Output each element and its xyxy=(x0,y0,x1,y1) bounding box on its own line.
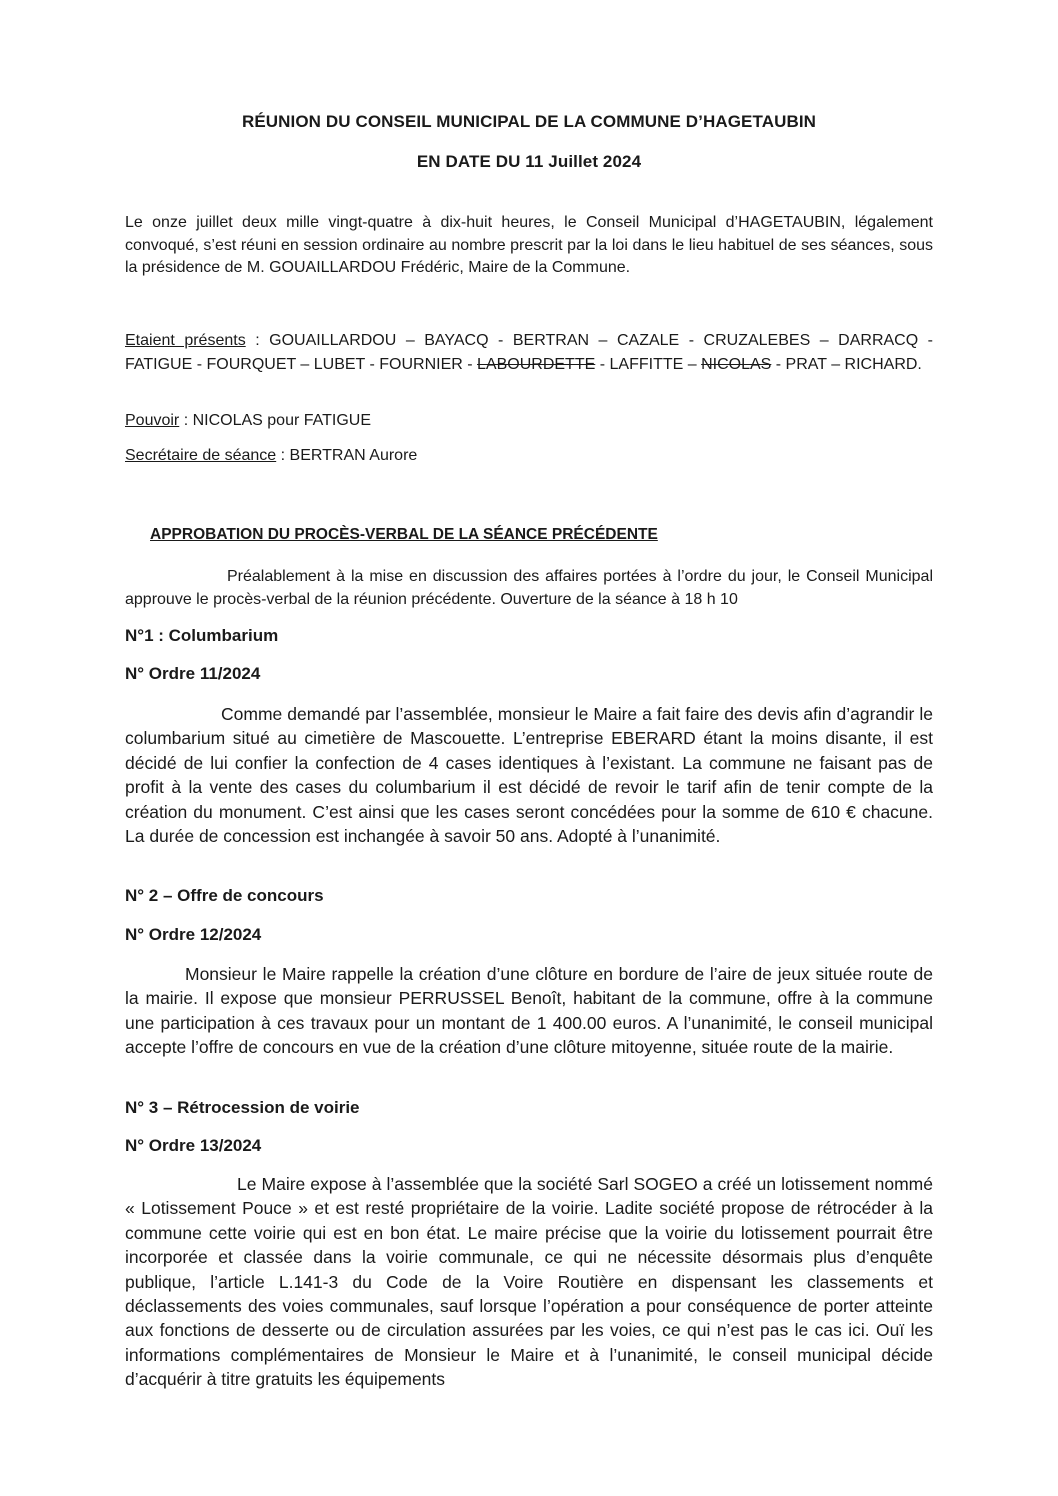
approval-text: Préalablement à la mise en discussion des affaires portées à l’ordre du jour, le Conseil Municipal approuve le procès-verbal de la réunion précédente. Ouverture de la séance à 18 h 10 xyxy=(125,568,933,608)
proxy-line xyxy=(125,412,371,430)
approval-title: APPROBATION DU PROCÈS-VERBAL DE LA SÉANCE PRÉCÉDENTE xyxy=(150,526,658,543)
item-2-heading: N° 2 – Offre de concours xyxy=(125,886,324,905)
struck-name-1: LABOURDETTE xyxy=(477,356,596,373)
document-date: EN DATE DU 11 Juillet 2024 xyxy=(416,152,642,171)
document-title: RÉUNION DU CONSEIL MUNICIPAL DE LA COMMUNE D’HAGETAUBIN xyxy=(241,112,817,131)
secretary-label: Secrétaire de séance xyxy=(125,447,277,464)
intro-text: Le onze juillet deux mille vingt-quatre à dix-huit heures, le Conseil Municipal d’HAGETAUBIN, légalement convoqué, s’est réuni en session ordinaire au nombre prescrit par la loi dans le lieu habituel de ses séances, sous la présidence de M. GOUAILLARDOU Frédéric, Maire de la Commune. xyxy=(125,214,933,276)
item-1-text: Comme demandé par l’assemblée, monsieur le Maire a fait faire des devis afin d’agrandir le columbarium situé au cimetière de Mascouette. L’entreprise EBERARD étant la moins disante, il est décidé de lui confier la confection de 4 cases identiques à l’existant. La commune ne faisant pas de profit à la vente des cases du columbarium il est décidé de revoir le tarif afin de tenir compte de la création du monument. C’est ainsi que les cases seront concédées pour la somme de 610 € chacune. La durée de concession est inchangée à savoir 50 ans. Adopté à l’unanimité. xyxy=(125,704,933,847)
attendance-present xyxy=(125,329,933,377)
item-3-heading: N° 3 – Rétrocession de voirie xyxy=(125,1098,360,1117)
item-2-order: N° Ordre 12/2024 xyxy=(125,925,262,944)
item-3-paragraph xyxy=(125,1172,933,1392)
present-label: Etaient présents xyxy=(125,332,246,349)
item-2-paragraph xyxy=(125,962,933,1060)
present-part1: : GOUAILLARDOU – BAYACQ - BERTRAN – CAZALE - CRUZALEBES – DARRACQ - FATIGUE - FOURQUET – LUBET - FOURNIER - xyxy=(125,332,934,373)
item-1-paragraph xyxy=(125,702,933,848)
present-part3: - PRAT – RICHARD. xyxy=(771,356,922,373)
secretary-line xyxy=(125,447,417,465)
secretary-value: : BERTRAN Aurore xyxy=(276,447,418,464)
item-1-order: N° Ordre 11/2024 xyxy=(125,664,261,683)
item-3-order: N° Ordre 13/2024 xyxy=(125,1136,262,1155)
intro-paragraph xyxy=(125,212,933,280)
struck-name-2: NICOLAS xyxy=(701,356,772,373)
proxy-label: Pouvoir xyxy=(125,412,180,429)
item-3-text: Le Maire expose à l’assemblée que la société Sarl SOGEO a créé un lotissement nommé « Lotissement Pouce » et est resté propriétaire de la voirie. Ladite société propose de rétrocéder à la commune cette voirie qui est en bon état. Le maire précise que la voirie du lotissement pourrait être incorporée et classée dans la voirie communale, ce qui ne nécessite désormais plus d’enquête publique, l’article L.141-3 du Code de la Voire Routière en dispensant les classements et déclassements des voies communales, sauf lorsque l’opération a pour conséquence de porter atteinte aux fonctions de desserte ou de circulation assurées par les voies, ce qui n’est pas le cas ici. Ouï les informations complémentaires de Monsieur le Maire et à l’unanimité, le conseil municipal décide d’acquérir à titre gratuits les équipements xyxy=(125,1174,933,1390)
item-1-heading: N°1 : Columbarium xyxy=(125,626,279,645)
proxy-value: : NICOLAS pour FATIGUE xyxy=(179,412,372,429)
approval-paragraph xyxy=(125,566,933,611)
present-part2: - LAFFITTE – xyxy=(595,356,702,373)
item-2-text: Monsieur le Maire rappelle la création d’une clôture en bordure de l’aire de jeux située route de la mairie. Il expose que monsieur PERRUSSEL Benoît, habitant de la commune, offre à la commune une participation à ces travaux pour un montant de 1 400.00 euros. A l’unanimité, le conseil municipal accepte l’offre de concours en vue de la création d’une clôture mitoyenne, située route de la mairie. xyxy=(125,964,933,1058)
